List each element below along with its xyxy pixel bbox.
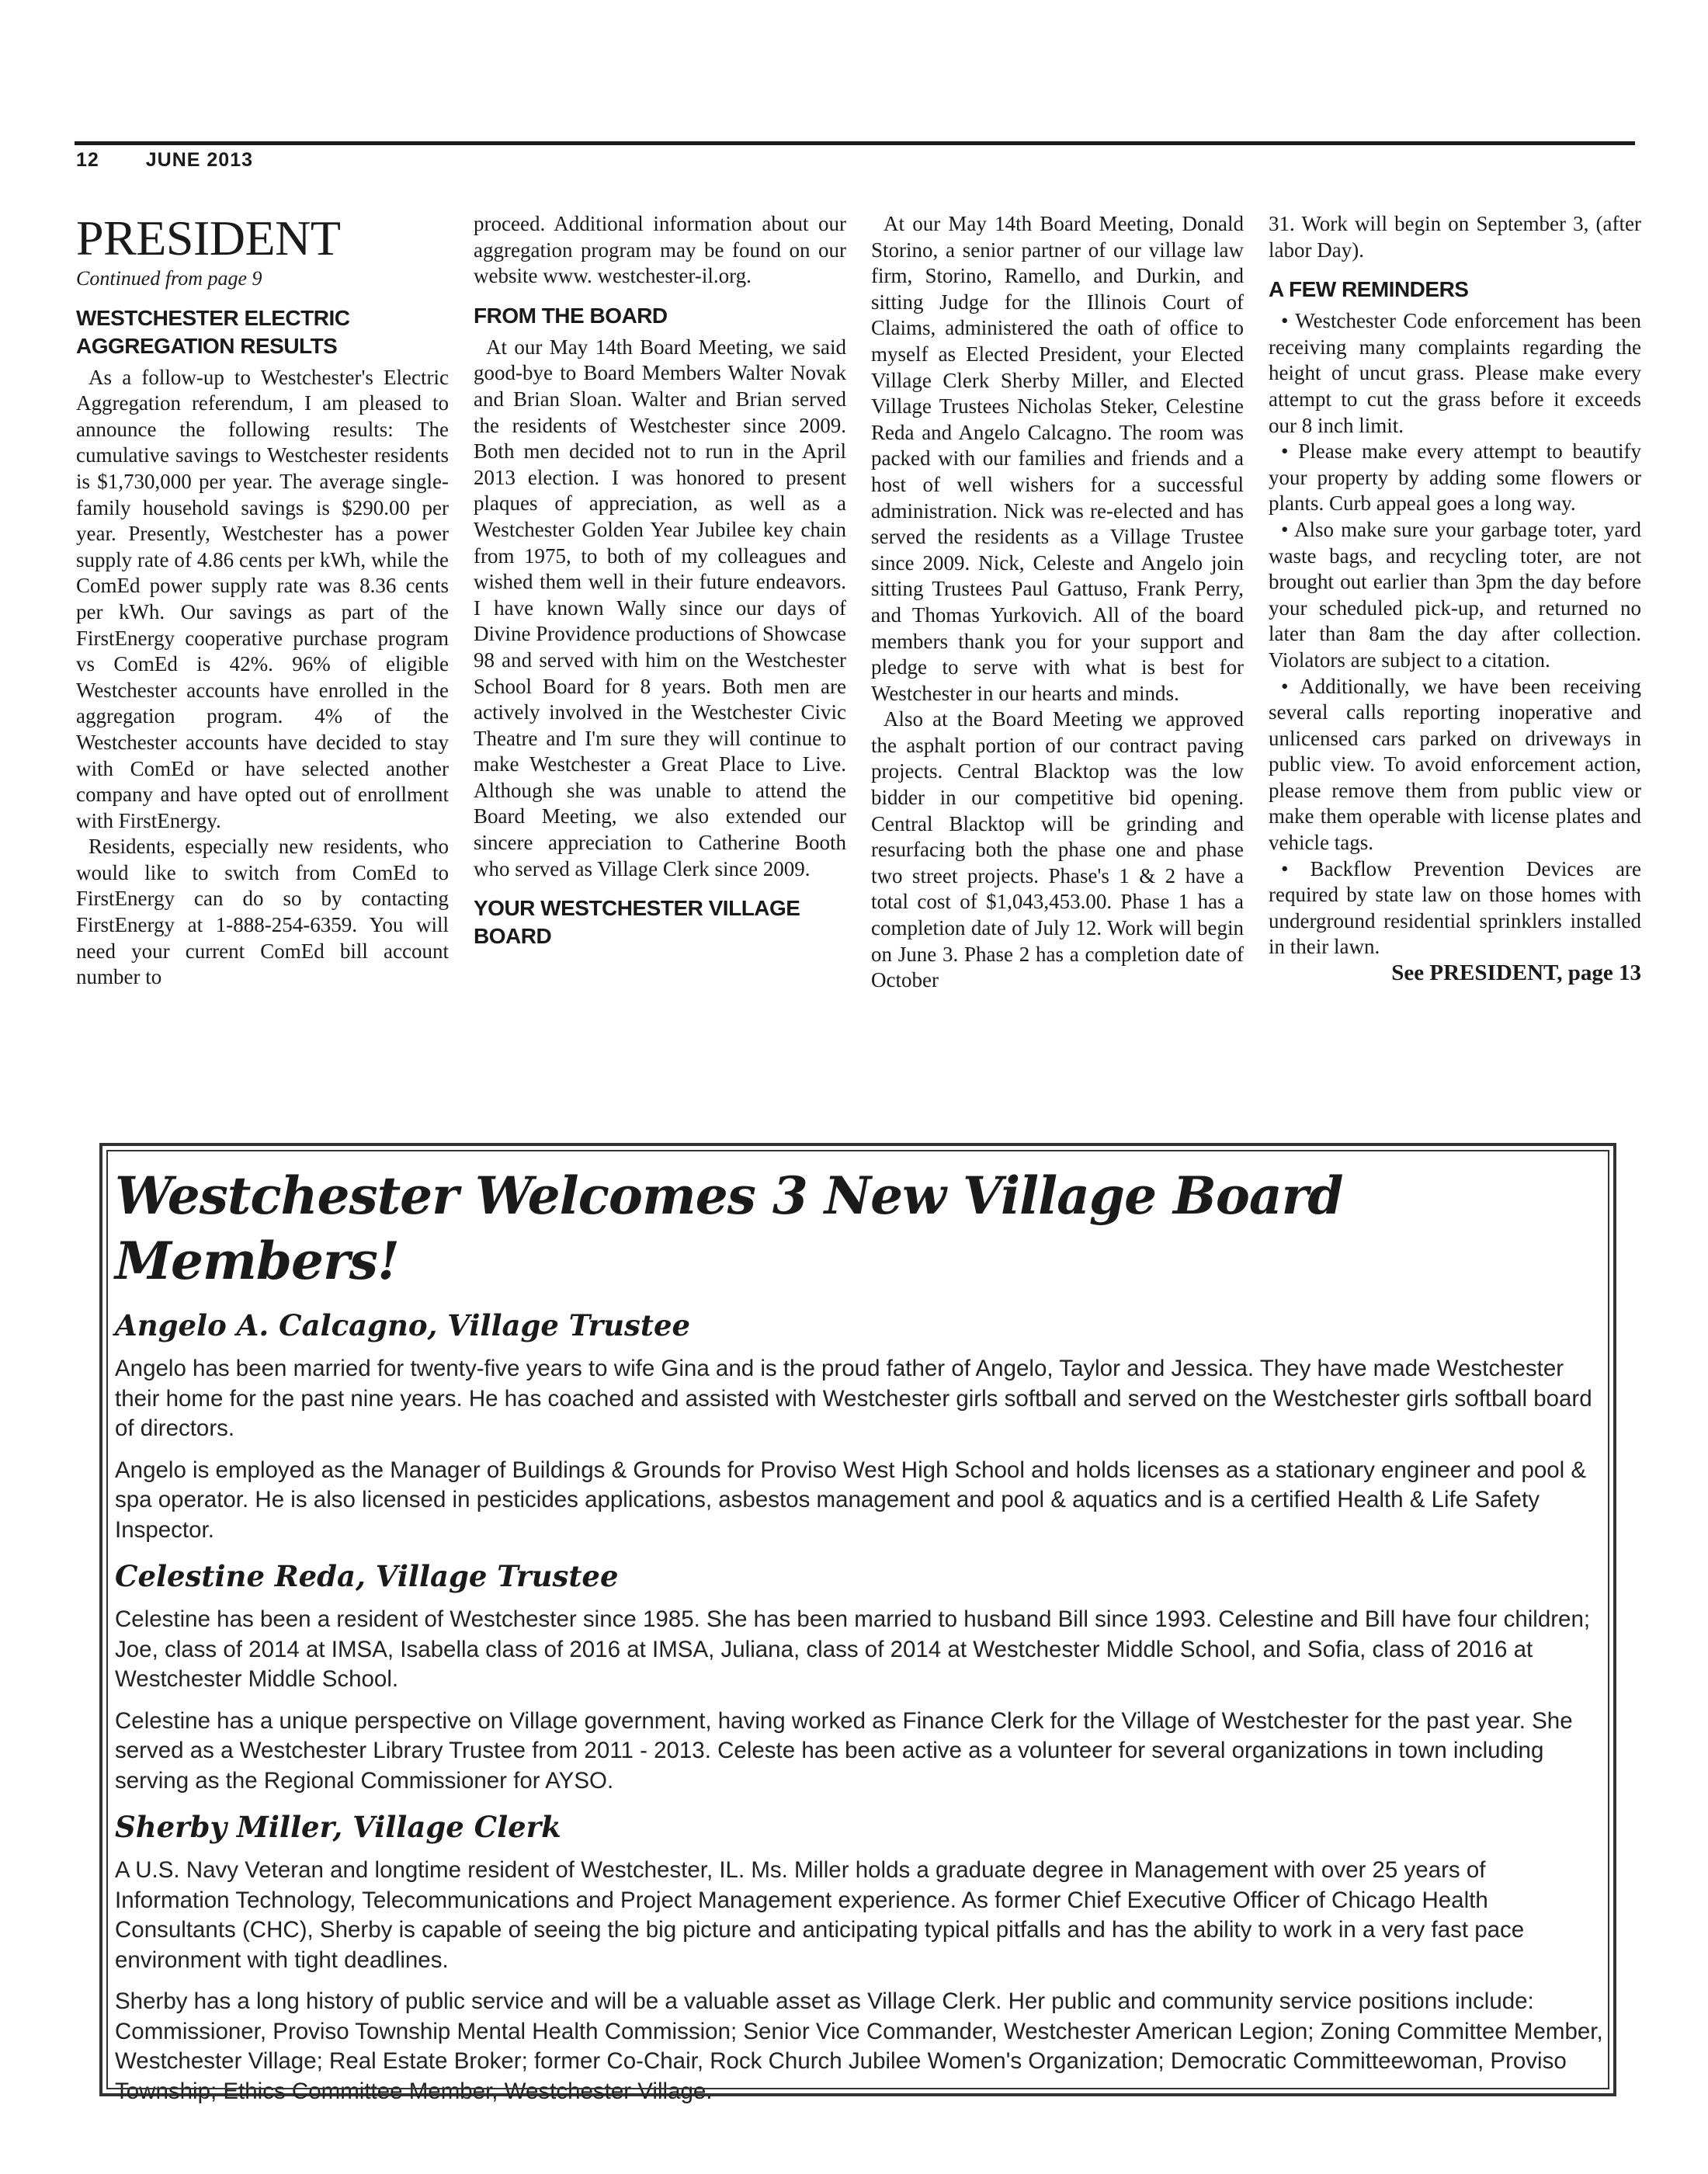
member-bio: Sherby has a long history of public service and will be a valuable asset as Village Clerk. Her public and community service positions include: Commissioner, Proviso Township Mental Health Commission; Senior Vice Commander, Westchester American Legion; Zoning Committee Member, Westchester Village; Real Estate Broker; former Co-Chair, Rock Church Jubilee Women's Organization; Democratic Committeewoman, Proviso Township; Ethics Committee Member, Westchester Village. bbox=[115, 1988, 1603, 2104]
reminder-item: • Westchester Code enforcement has been receiving many complaints regarding the height of uncut grass. Please make every attempt to cut the grass before it exceeds our 8 inch limit. bbox=[1269, 309, 1641, 437]
member-name: Celestine Reda, Village Trustee bbox=[115, 1559, 619, 1593]
jump-line: See PRESIDENT, page 13 bbox=[1391, 960, 1641, 986]
page-folio bbox=[76, 149, 253, 172]
welcome-title: Westchester Welcomes 3 New Village Board Members! bbox=[115, 1165, 1343, 1291]
paragraph: 31. Work will begin on September 3, (after labor Day). bbox=[1269, 212, 1641, 262]
header-rule bbox=[75, 141, 1635, 145]
welcome-box bbox=[99, 1143, 1616, 2104]
paragraph: Residents, especially new residents, who would like to switch from ComEd to FirstEnergy can do so by contacting FirstEnergy at 1-888-254-6359. You will need your current ComEd bill account number to bbox=[76, 835, 449, 989]
member-bio: Celestine has been a resident of Westchester since 1985. She has been married to husband Bill since 1993. Celestine and Bill have four children; Joe, class of 2014 at IMSA, Isabella class of 2016 at IMSA, Juliana, class of 2014 at Westchester Middle School, and Sofia, class of 2016 at Westchester Middle School. bbox=[115, 1606, 1591, 1692]
member-name: Sherby Miller, Village Clerk bbox=[115, 1810, 561, 1844]
member-bio: Angelo has been married for twenty-five years to wife Gina and is the proud father of Angelo, Taylor and Jessica. They have made Westchester their home for the past nine years. He has coached and assisted with Westchester girls softball and served on the Westchester girls softball board of directors. bbox=[115, 1356, 1592, 1441]
paragraph: As a follow-up to Westchester's Electric Aggregation referendum, I am pleased to announce the following results: The cumulative savings to Westchester residents is $1,730,000 per year. The average single-family household savings is $290.00 per year. Presently, Westchester has a power supply rate of 4.86 cents per kWh, while the ComEd power supply rate was 8.36 cents per kWh. Our savings as part of the FirstEnergy cooperative purchase program vs ComEd is 42%. 96% of eligible Westchester accounts have enrolled in the aggregation program. 4% of the Westchester accounts have decided to stay with ComEd or have selected another company and have opted out of enrollment with FirstEnergy. bbox=[76, 365, 449, 832]
paragraph: At our May 14th Board Meeting, Donald Storino, a senior partner of our village law firm, Storino, Ramello, and Durkin, and sitting Judge for the Illinois Court of Claims, administered the oath of office to myself as Elected President, your Elected Village Clerk Sherby Miller, and Elected Village Trustees Nicholas Steker, Celestine Reda and Angelo Calcagno. The room was packed with our families and friends and a host of well wishers for a successful administration. Nick was re-elected and has served the residents as a Village Trustee since 2009. Nick, Celeste and Angelo join sitting Trustees Paul Gattuso, Frank Perry, and Thomas Yurkovich. All of the board members thank you for your support and pledge to serve with what is best for Westchester in our hearts and minds. bbox=[871, 212, 1244, 705]
signature-village-board: YOUR WESTCHESTER VILLAGE BOARD bbox=[474, 896, 800, 949]
issue-date: JUNE 2013 bbox=[145, 149, 254, 171]
member-bio: A U.S. Navy Veteran and longtime resident of Westchester, IL. Ms. Miller holds a graduate degree in Management with over 25 years of Information Technology, Telecommunications and Project Management experience. As former Chief Executive Officer of Chicago Health Consultants (CHC), Sherby is capable of seeing the big picture and anticipating typical pitfalls and has the ability to work in a very fast pace environment with tight deadlines. bbox=[115, 1857, 1525, 1973]
article-headline: PRESIDENT bbox=[76, 210, 341, 266]
reminder-item: • Backflow Prevention Devices are required by state law on those homes with underground residential sprinklers installed in their lawn. bbox=[1269, 856, 1641, 959]
paragraph: At our May 14th Board Meeting, we said good-bye to Board Members Walter Novak and Brian Sloan. Walter and Brian served the residents of Westchester since 2009. Both men decided not to run in the April 2013 election. I was honored to present plaques of appreciation, as well as a Westchester Golden Year Jubilee key chain from 1975, to both of my colleagues and wished them well in their future endeavors. I have known Wally since our days of Divine Providence productions of Showcase 98 and served with him on the Westchester School Board for 8 years. Both men are actively involved in the Westchester Civic Theatre and I'm sure they will continue to make Westchester a Great Place to Live. Although she was unable to attend the Board Meeting, we also extended our sincere appreciation to Catherine Booth who served as Village Clerk since 2009. bbox=[474, 335, 846, 880]
column-3 bbox=[871, 211, 1244, 994]
continued-note: Continued from page 9 bbox=[76, 267, 262, 290]
subhead-reminders: A FEW REMINDERS bbox=[1269, 277, 1469, 302]
reminder-item: • Please make every attempt to beautify your property by adding some flowers or plants. Curb appeal goes a long way. bbox=[1269, 439, 1641, 516]
page-number: 12 bbox=[76, 149, 99, 171]
reminder-item: • Also make sure your garbage toter, yard waste bags, and recycling toter, are not brought out earlier than 3pm the day before your scheduled pick-up, and returned no later than 8am the day after collection. Violators are subject to a citation. bbox=[1269, 517, 1641, 672]
column-1 bbox=[76, 211, 449, 991]
reminder-item: • Additionally, we have been receiving several calls reporting inoperative and unlicensed cars parked on driveways in public view. To avoid enforcement action, please remove them from public view or make them operable with license plates and vehicle tags. bbox=[1269, 674, 1641, 855]
column-4 bbox=[1269, 211, 1641, 987]
member-name: Angelo A. Calcagno, Village Trustee bbox=[115, 1308, 691, 1342]
member-bio: Celestine has a unique perspective on Village government, having worked as Finance Clerk for the Village of Westchester for the past year. She served as a Westchester Library Trustee from 2011 - 2013. Celeste has been active as a volunteer for several organizations in town including serving as the Regional Commissioner for AYSO. bbox=[115, 1707, 1573, 1794]
paragraph: Also at the Board Meeting we approved the asphalt portion of our contract paving projects. Central Blacktop was the low bidder in our competitive bid opening. Central Blacktop will be grinding and resurfacing both the phase one and phase two street projects. Phase's 1 & 2 have a total cost of $1,043,453.00. Phase 1 has a completion date of July 12. Work will begin on June 3. Phase 2 has a completion date of October bbox=[871, 707, 1244, 992]
column-2 bbox=[474, 211, 846, 955]
subhead-aggregation: WESTCHESTER ELECTRIC AGGREGATION RESULTS bbox=[76, 305, 350, 358]
member-bio: Angelo is employed as the Manager of Buildings & Grounds for Proviso West High School and holds licenses as a stationary engineer and pool & spa operator. He is also licensed in pesticides applications, asbestos management and pool & aquatics and is a certified Health & Life Safety Inspector. bbox=[115, 1457, 1587, 1543]
subhead-from-the-board: FROM THE BOARD bbox=[474, 303, 668, 328]
paragraph: proceed. Additional information about our aggregation program may be found on our website www. westchester-il.org. bbox=[474, 212, 846, 288]
